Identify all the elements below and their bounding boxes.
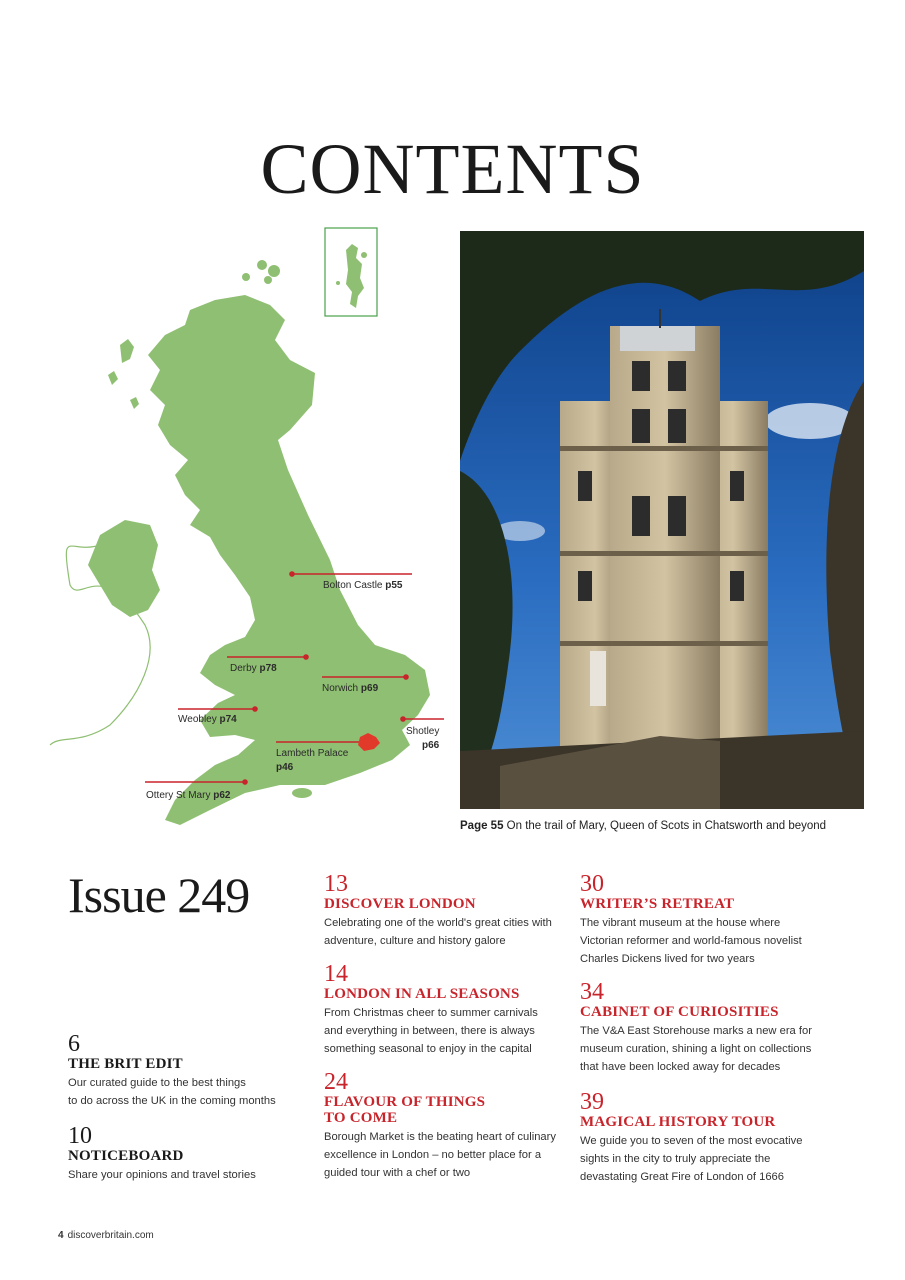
- toc-entry-flavour[interactable]: 24 FLAVOUR OF THINGS TO COME Borough Market is the beating heart of culinary excellence in London – no better place for a guided tour with a chef or two: [324, 1069, 556, 1179]
- great-britain-shape: [148, 295, 430, 825]
- page-footer: 4 discoverbritain.com: [58, 1230, 154, 1241]
- svg-text:Derby p78: Derby p78: [230, 663, 277, 674]
- toc-entry-brit-edit[interactable]: 6 THE BRIT EDIT Our curated guide to the best things to do across the UK in the coming months: [68, 1031, 276, 1107]
- page-title: CONTENTS: [260, 129, 645, 209]
- photo-caption: Page 55 On the trail of Mary, Queen of Scots in Chatsworth and beyond: [460, 820, 827, 832]
- shetland-islands: [346, 244, 364, 308]
- ireland-shape: [88, 520, 160, 617]
- toc-entry-cabinet[interactable]: 34 CABINET OF CURIOSITIES The V&A East Storehouse marks a new era for museum curation, shining a light on collections that have been locked away for decades: [580, 979, 812, 1073]
- svg-text:Bolton Castle p55: Bolton Castle p55: [323, 580, 403, 591]
- svg-text:p46: p46: [276, 762, 294, 773]
- toc-entry-writers-retreat[interactable]: 30 WRITER’S RETREAT The vibrant museum at the house where Victorian reformer and world-famous novelist Charles Dickens lived for two years: [580, 871, 802, 965]
- svg-text:Norwich p69: Norwich p69: [322, 683, 379, 694]
- hunting-tower-photo: [460, 231, 864, 809]
- issue-number: Issue 249: [68, 867, 250, 923]
- toc-entry-noticeboard[interactable]: 10 NOTICEBOARD Share your opinions and travel stories: [68, 1123, 256, 1181]
- svg-text:Lambeth Palace: Lambeth Palace: [276, 748, 349, 759]
- toc-entry-discover-london[interactable]: 13 DISCOVER LONDON Celebrating one of the world's great cities with adventure, culture and history galore: [324, 871, 552, 947]
- site-url: discoverbritain.com: [67, 1230, 154, 1241]
- svg-text:Weobley p74: Weobley p74: [178, 714, 237, 725]
- svg-text:Shotley: Shotley: [406, 726, 440, 737]
- toc-entry-magical-history[interactable]: 39 MAGICAL HISTORY TOUR We guide you to seven of the most evocative sights in the city to truly appreciate the devastating Great Fire of London of 1666: [580, 1089, 803, 1183]
- svg-text:Ottery St Mary p62: Ottery St Mary p62: [146, 790, 231, 801]
- uk-map: [40, 225, 460, 835]
- svg-text:p66: p66: [422, 740, 440, 751]
- toc-entry-london-seasons[interactable]: 14 LONDON IN ALL SEASONS From Christmas cheer to summer carnivals and everything in between, there is always something seasonal to enjoy in the capital: [324, 961, 538, 1055]
